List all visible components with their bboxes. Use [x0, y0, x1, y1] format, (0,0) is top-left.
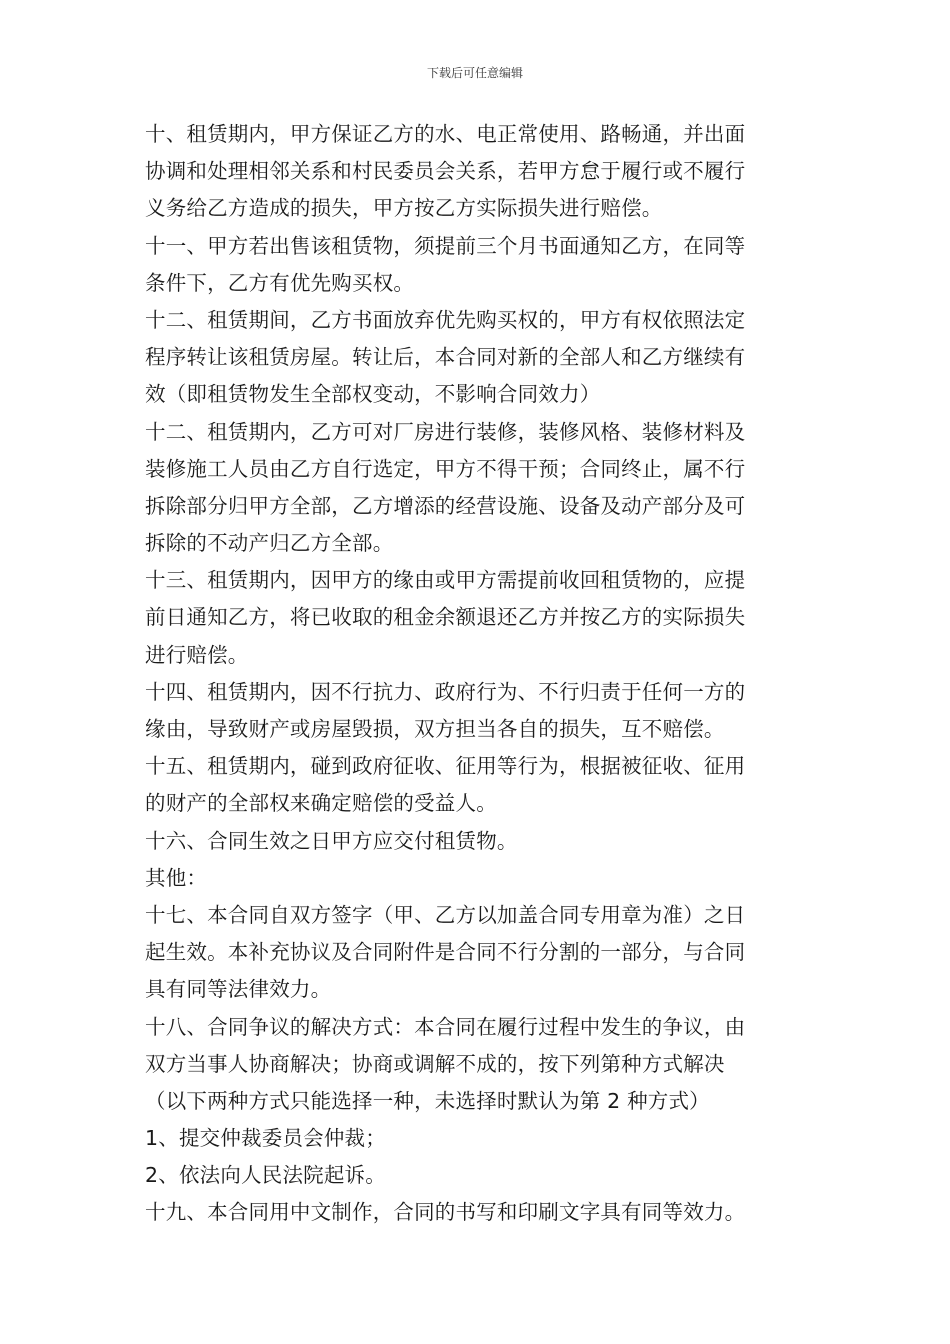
clause-14: [145, 674, 825, 748]
clause-12b: [145, 414, 825, 563]
text-line: 2、依法向人民法院起诉。: [145, 1163, 386, 1188]
text-line: 十五、租赁期内，碰到政府征收、征用等行为，根据被征收、征用: [145, 754, 746, 779]
clause-19: [145, 1194, 825, 1231]
text-line: 十二、租赁期内，乙方可对厂房进行装修，装修风格、装修材料及: [145, 419, 746, 444]
text-line: 程序转让该租赁房屋。转让后，本合同对新的全部人和乙方继续有: [145, 345, 746, 370]
text-line: 双方当事人协商解决；协商或调解不成的，按下列第种方式解决: [145, 1051, 725, 1076]
text-line: 进行赔偿。: [145, 642, 249, 667]
clause-15: [145, 748, 825, 822]
text-line: 十九、本合同用中文制作，合同的书写和印刷文字具有同等效力。: [145, 1200, 746, 1225]
clause-10: [145, 116, 825, 228]
text-line: 拆除的不动产归乙方全部。: [145, 531, 394, 556]
text-line: 十三、租赁期内，因甲方的缘由或甲方需提前收回租赁物的，应提: [145, 568, 746, 593]
document-body: [145, 116, 825, 1232]
text-line: 装修施工人员由乙方自行选定，甲方不得干预；合同终止，属不行: [145, 456, 746, 481]
text-line: 十一、甲方若出售该租赁物，须提前三个月书面通知乙方，在同等: [145, 233, 746, 258]
option-2: [145, 1157, 825, 1194]
text-line: 十四、租赁期内，因不行抗力、政府行为、不行归责于任何一方的: [145, 679, 746, 704]
text-line: 效（即租赁物发生全部权变动，不影响合同效力）: [145, 382, 601, 407]
text-line: 起生效。本补充协议及合同附件是合同不行分割的一部分，与合同: [145, 940, 746, 965]
section-other-heading: [145, 860, 825, 897]
text-line: 的财产的全部权来确定赔偿的受益人。: [145, 791, 497, 816]
clause-13: [145, 562, 825, 674]
text-line: 条件下，乙方有优先购买权。: [145, 270, 415, 295]
text-line: 具有同等法律效力。: [145, 977, 332, 1002]
option-1: [145, 1120, 825, 1157]
page-header-note: 下载后可任意编辑: [426, 66, 523, 80]
text-line: 拆除部分归甲方全部，乙方增添的经营设施、设备及动产部分及可: [145, 493, 746, 518]
text-line: 前日通知乙方，将已收取的租金余额退还乙方并按乙方的实际损失: [145, 605, 746, 630]
text-line: 义务给乙方造成的损失，甲方按乙方实际损失进行赔偿。: [145, 196, 663, 221]
text-line: 十、租赁期内，甲方保证乙方的水、电正常使用、路畅通，并出面: [145, 122, 746, 146]
text-line: 1、提交仲裁委员会仲裁；: [145, 1126, 386, 1151]
text-line: 十七、本合同自双方签字（甲、乙方以加盖合同专用章为准）之日: [145, 902, 746, 927]
text-line: 十六、合同生效之日甲方应交付租赁物。: [145, 828, 518, 853]
text-line: 缘由，导致财产或房屋毁损，双方担当各自的损失，互不赔偿。: [145, 717, 725, 741]
clause-12a: [145, 302, 825, 414]
clause-18: [145, 1009, 825, 1121]
text-line: 协调和处理相邻关系和村民委员会关系，若甲方怠于履行或不履行: [145, 159, 746, 184]
text-line: 其他：: [145, 865, 208, 890]
clause-16: [145, 823, 825, 860]
text-line: 十八、合同争议的解决方式：本合同在履行过程中发生的争议，由: [145, 1014, 746, 1039]
clause-11: [145, 228, 825, 302]
clause-17: [145, 897, 825, 1009]
text-line: （以下两种方式只能选择一种，未选择时默认为第 2 种方式）: [145, 1088, 710, 1113]
text-line: 十二、租赁期间，乙方书面放弃优先购买权的，甲方有权依照法定: [145, 307, 746, 332]
